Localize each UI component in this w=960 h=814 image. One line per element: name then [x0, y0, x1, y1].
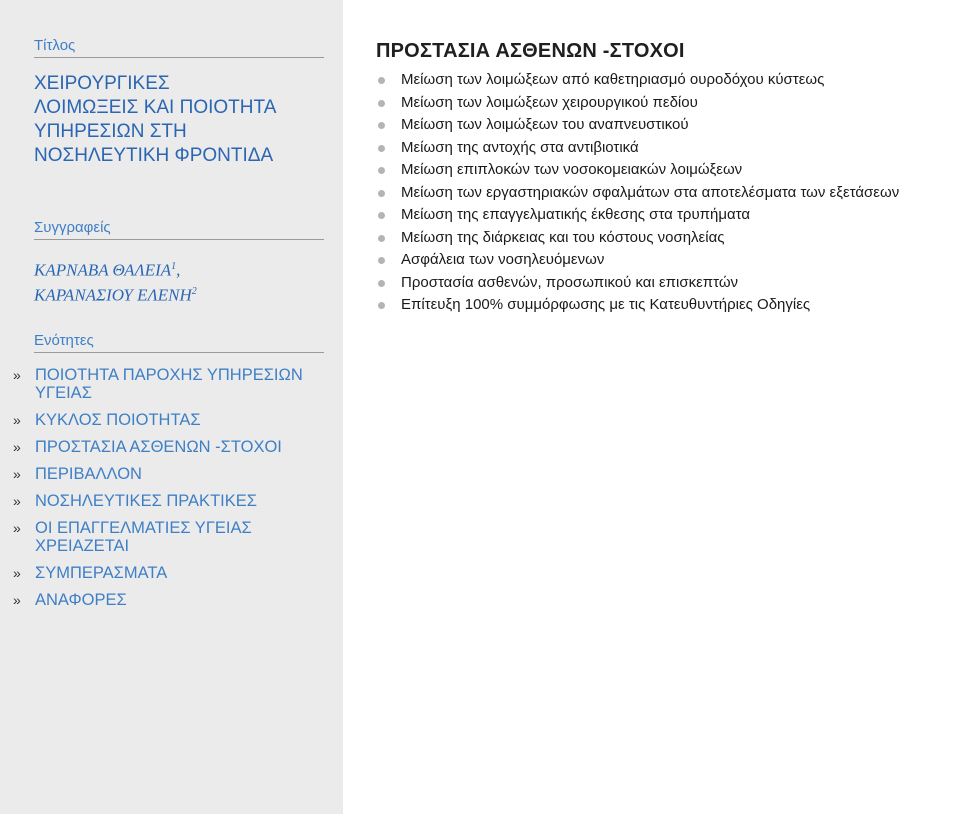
- list-item-text: Μείωση των λοιμώξεων του αναπνευστικού: [401, 116, 689, 133]
- list-item-text: Μείωση της αντοχής στα αντιβιοτικά: [401, 138, 639, 156]
- list-item: [376, 249, 956, 272]
- bullet-dot-icon: [378, 145, 385, 152]
- list-item: [376, 182, 956, 205]
- author-separator: ,: [176, 260, 181, 280]
- list-item-text: Επίτευξη 100% συμμόρφωσης με τις Κατευθυντήριες Οδηγίες: [401, 296, 811, 313]
- bullet-dot-icon: [378, 257, 385, 264]
- toc-item-references[interactable]: [13, 591, 333, 609]
- author-line: [34, 281, 324, 306]
- bullet-dot-icon: [378, 235, 385, 242]
- bullet-dot-icon: [378, 167, 385, 174]
- author-line: [34, 256, 324, 281]
- list-item: [376, 137, 956, 160]
- main-content: [376, 40, 956, 317]
- list-item-text: Μείωση της διάρκειας και του κόστους νοσηλείας: [401, 228, 725, 246]
- toc-item-label-line: ΠΟΙΟΤΗΤΑ ΠΑΡΟΧΗΣ ΥΠΗΡΕΣΙΩΝ: [35, 366, 303, 384]
- document-title: [34, 72, 324, 168]
- goals-list: [376, 69, 956, 317]
- list-item-text: Ασφάλεια των νοσηλευόμενων: [401, 251, 605, 268]
- toc-item-label-line: ΟΙ ΕΠΑΓΓΕΛΜΑΤΙΕΣ ΥΓΕΙΑΣ: [35, 519, 252, 537]
- toc-item-environment[interactable]: [13, 465, 333, 483]
- bullet-dot-icon: [378, 122, 385, 129]
- authors-list: [34, 256, 324, 305]
- document-title-line: ΝΟΣΗΛΕΥΤΙΚΗ ΦΡΟΝΤΙΔΑ: [34, 145, 274, 166]
- toc-marker-icon: »: [13, 367, 21, 383]
- table-of-contents: [13, 366, 333, 618]
- toc-marker-icon: »: [13, 412, 21, 428]
- list-item-text: Μείωση επιπλοκών των νοσοκομειακών λοιμώξεων: [401, 161, 743, 178]
- toc-item-health-professionals[interactable]: [13, 519, 333, 555]
- list-item-text: Μείωση των λοιμώξεων χειρουργικού πεδίου: [401, 93, 698, 111]
- toc-item-label-line: ΣΥΜΠΕΡΑΣΜΑΤΑ: [35, 564, 168, 582]
- bullet-dot-icon: [378, 280, 385, 287]
- list-item-text: Μείωση των λοιμώξεων από καθετηριασμό ουροδόχου κύστεως: [401, 71, 825, 88]
- author-name: ΚΑΡΝΑΒΑ ΘΑΛΕΙΑ: [34, 260, 172, 280]
- toc-item-quality-of-health-services[interactable]: [13, 366, 333, 402]
- author-affiliation: 2: [191, 285, 197, 297]
- title-section-heading: Τίτλος: [34, 37, 324, 58]
- list-item: [376, 272, 956, 295]
- toc-marker-icon: »: [13, 466, 21, 482]
- toc-item-label-line: ΑΝΑΦΟΡΕΣ: [35, 591, 127, 609]
- list-item-text: Μείωση της επαγγελματικής έκθεσης στα τρυπήματα: [401, 206, 751, 223]
- list-item: [376, 227, 956, 250]
- toc-marker-icon: »: [13, 565, 21, 581]
- toc-marker-icon: »: [13, 520, 21, 536]
- toc-marker-icon: »: [13, 439, 21, 455]
- list-item: [376, 114, 956, 137]
- page-title: ΠΡΟΣΤΑΣΙΑ ΑΣΘΕΝΩΝ -ΣΤΟΧΟΙ: [376, 40, 685, 62]
- toc-marker-icon: »: [13, 592, 21, 608]
- list-item: [376, 69, 956, 92]
- toc-item-label-line: ΠΡΟΣΤΑΣΙΑ ΑΣΘΕΝΩΝ -ΣΤΟΧΟΙ: [35, 438, 282, 456]
- author-name: ΚΑΡΑΝΑΣΙΟΥ ΕΛΕΝΗ: [34, 285, 192, 305]
- authors-section-heading: Συγγραφείς: [34, 219, 324, 240]
- toc-item-label-line: ΝΟΣΗΛΕΥΤΙΚΕΣ ΠΡΑΚΤΙΚΕΣ: [35, 492, 257, 510]
- list-item: [376, 294, 956, 317]
- list-item: [376, 92, 956, 115]
- sections-heading: Ενότητες: [34, 332, 324, 353]
- toc-marker-icon: »: [13, 493, 21, 509]
- bullet-dot-icon: [378, 212, 385, 219]
- bullet-dot-icon: [378, 302, 385, 309]
- bullet-dot-icon: [378, 100, 385, 107]
- list-item-text: Μείωση των εργαστηριακών σφαλμάτων στα αποτελέσματα των εξετάσεων: [401, 183, 900, 201]
- toc-item-label-line: ΥΓΕΙΑΣ: [35, 384, 92, 402]
- document-title-line: ΥΠΗΡΕΣΙΩΝ ΣΤΗ: [34, 121, 187, 142]
- toc-item-label-line: ΧΡΕΙΑΖΕΤΑΙ: [35, 537, 130, 555]
- document-title-line: ΛΟΙΜΩΞΕΙΣ ΚΑΙ ΠΟΙΟΤΗΤΑ: [34, 97, 277, 118]
- bullet-dot-icon: [378, 77, 385, 84]
- toc-item-label-line: ΚΥΚΛΟΣ ΠΟΙΟΤΗΤΑΣ: [35, 411, 201, 429]
- toc-item-patient-protection[interactable]: [13, 438, 333, 456]
- list-item: [376, 204, 956, 227]
- bullet-dot-icon: [378, 190, 385, 197]
- toc-item-conclusions[interactable]: [13, 564, 333, 582]
- author-affiliation: 1: [171, 261, 177, 272]
- toc-item-nursing-practices[interactable]: [13, 492, 333, 510]
- list-item: [376, 159, 956, 182]
- toc-item-quality-cycle[interactable]: [13, 411, 333, 429]
- list-item-text: Προστασία ασθενών, προσωπικού και επισκεπτών: [401, 273, 739, 291]
- toc-item-label-line: ΠΕΡΙΒΑΛΛΟΝ: [35, 465, 142, 483]
- document-title-line: ΧΕΙΡΟΥΡΓΙΚΕΣ: [34, 73, 170, 94]
